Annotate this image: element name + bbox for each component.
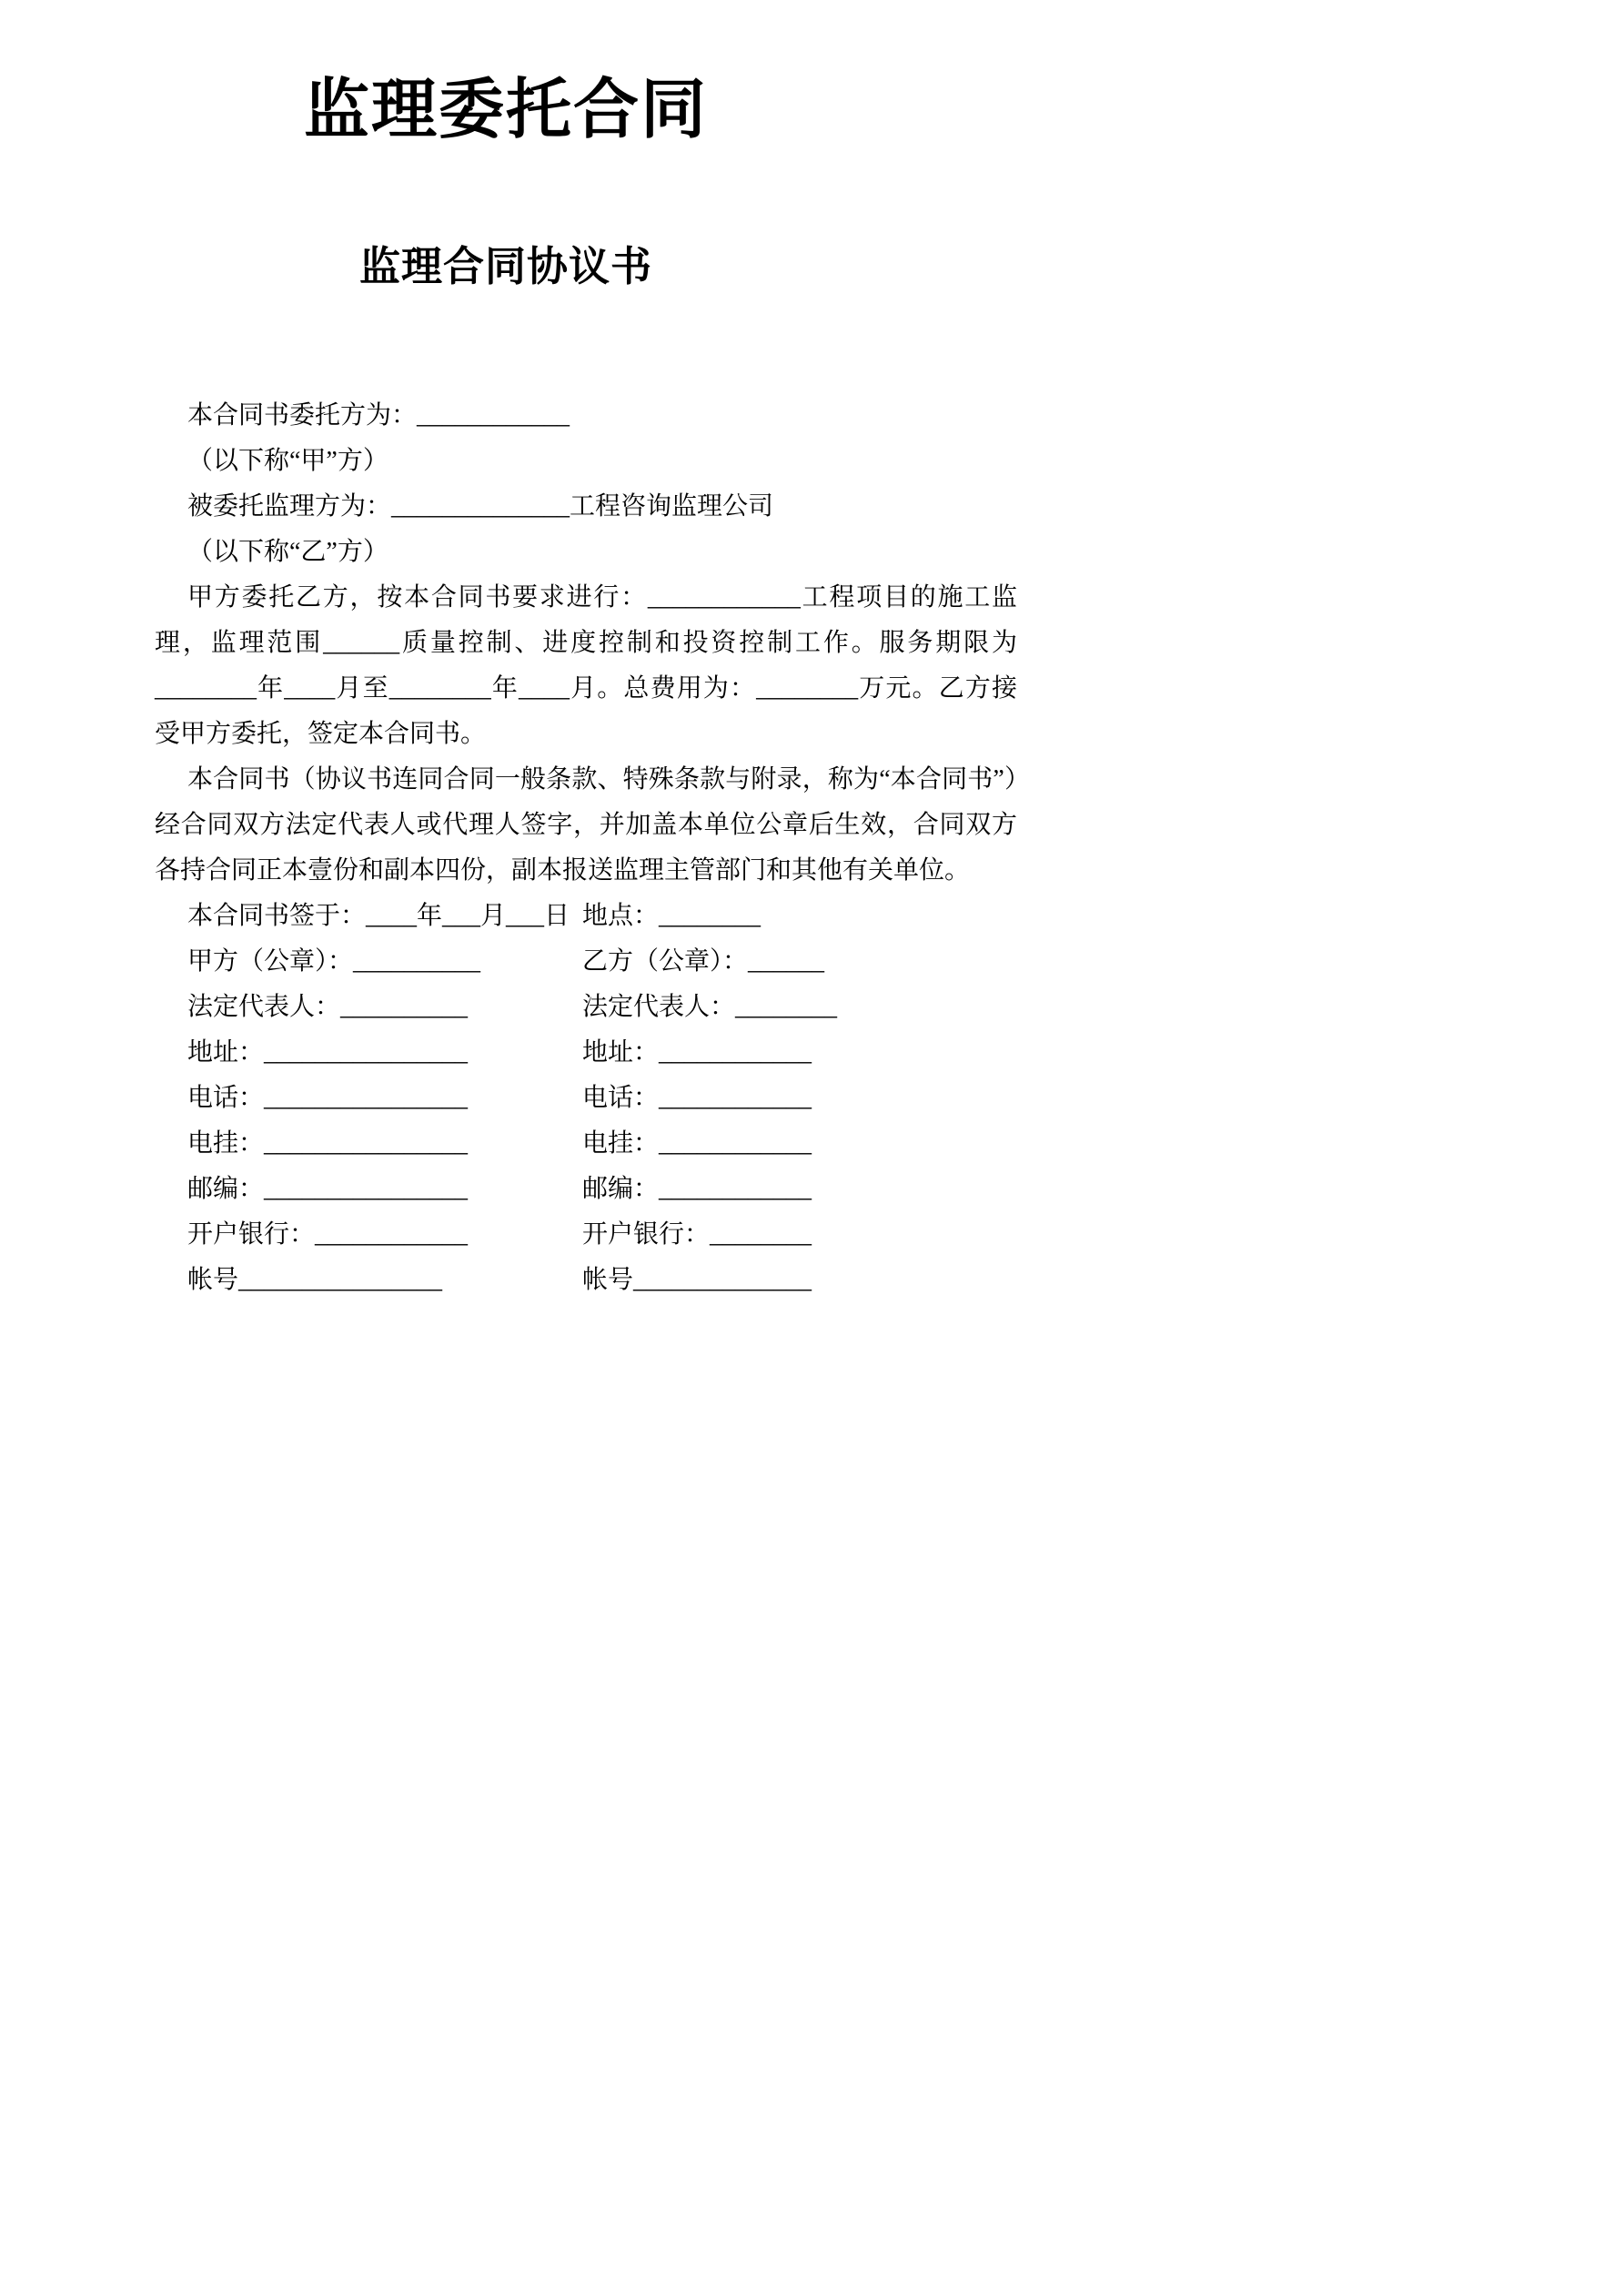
sig-row-accounts [155, 1258, 1017, 1303]
para-principal: 本合同书委托方为：____________ [187, 401, 570, 430]
sig-row-banks [155, 1212, 1017, 1258]
sig-row-phones [155, 1076, 1017, 1121]
sign-date-field: 本合同书签于：____年___月___日 [187, 902, 570, 930]
bank-a-field: 开户银行：____________ [187, 1220, 469, 1249]
sig-row-seals [155, 939, 1017, 985]
para-scope-terms: 甲方委托乙方，按本合同书要求进行：____________工程项目的施工监理，监理范围______质量控制、进度控制和投资控制工作。服务期限为________年____月至________年____月。总费用为：________万元。乙方接受甲方委托，签定本合同书。 [155, 583, 1017, 748]
postcode-b-field: 邮编：____________ [582, 1175, 812, 1203]
phone-a-field: 电话：________________ [187, 1084, 469, 1112]
party-b-seal-field: 乙方（公章）：______ [582, 947, 825, 976]
contract-subtitle: 监理合同协议书 [358, 244, 652, 290]
account-a-field: 帐号________________ [187, 1266, 443, 1294]
sig-row-legal-reps [155, 985, 1017, 1030]
contract-body [155, 393, 1017, 1303]
address-a-field: 地址：________________ [187, 1038, 469, 1067]
signature-block [155, 894, 1017, 1303]
sig-row-addresses [155, 1030, 1017, 1076]
para-party-a-alias: （以下称“甲”方） [187, 447, 388, 475]
heading-block [0, 71, 1012, 291]
sig-row-date-location [155, 894, 1017, 939]
cable-b-field: 电挂：____________ [582, 1129, 812, 1158]
para-party-b-alias: （以下称“乙”方） [187, 538, 388, 566]
sig-row-cables [155, 1121, 1017, 1167]
sig-row-postcodes [155, 1167, 1017, 1212]
account-b-field: 帐号______________ [582, 1266, 812, 1294]
sign-location-field: 地点：________ [582, 902, 762, 930]
legal-rep-a-field: 法定代表人：__________ [187, 993, 469, 1021]
para-trustee: 被委托监理方为：______________工程咨询监理公司 [187, 492, 774, 521]
para-effectiveness: 本合同书（协议书连同合同一般条款、特殊条款与附录，称为“本合同书”）经合同双方法定代表人或代理人签字，并加盖本单位公章后生效，合同双方各持合同正本壹份和副本四份，副本报送监理主管部门和其他有关单位。 [155, 765, 1017, 885]
cable-a-field: 电挂：________________ [187, 1129, 469, 1158]
legal-rep-b-field: 法定代表人：________ [582, 993, 838, 1021]
address-b-field: 地址：____________ [582, 1038, 812, 1067]
postcode-a-field: 邮编：________________ [187, 1175, 469, 1203]
party-a-seal-field: 甲方（公章）：__________ [187, 947, 481, 976]
phone-b-field: 电话：____________ [582, 1084, 812, 1112]
contract-title: 监理委托合同 [303, 74, 708, 147]
bank-b-field: 开户银行：________ [582, 1220, 812, 1249]
